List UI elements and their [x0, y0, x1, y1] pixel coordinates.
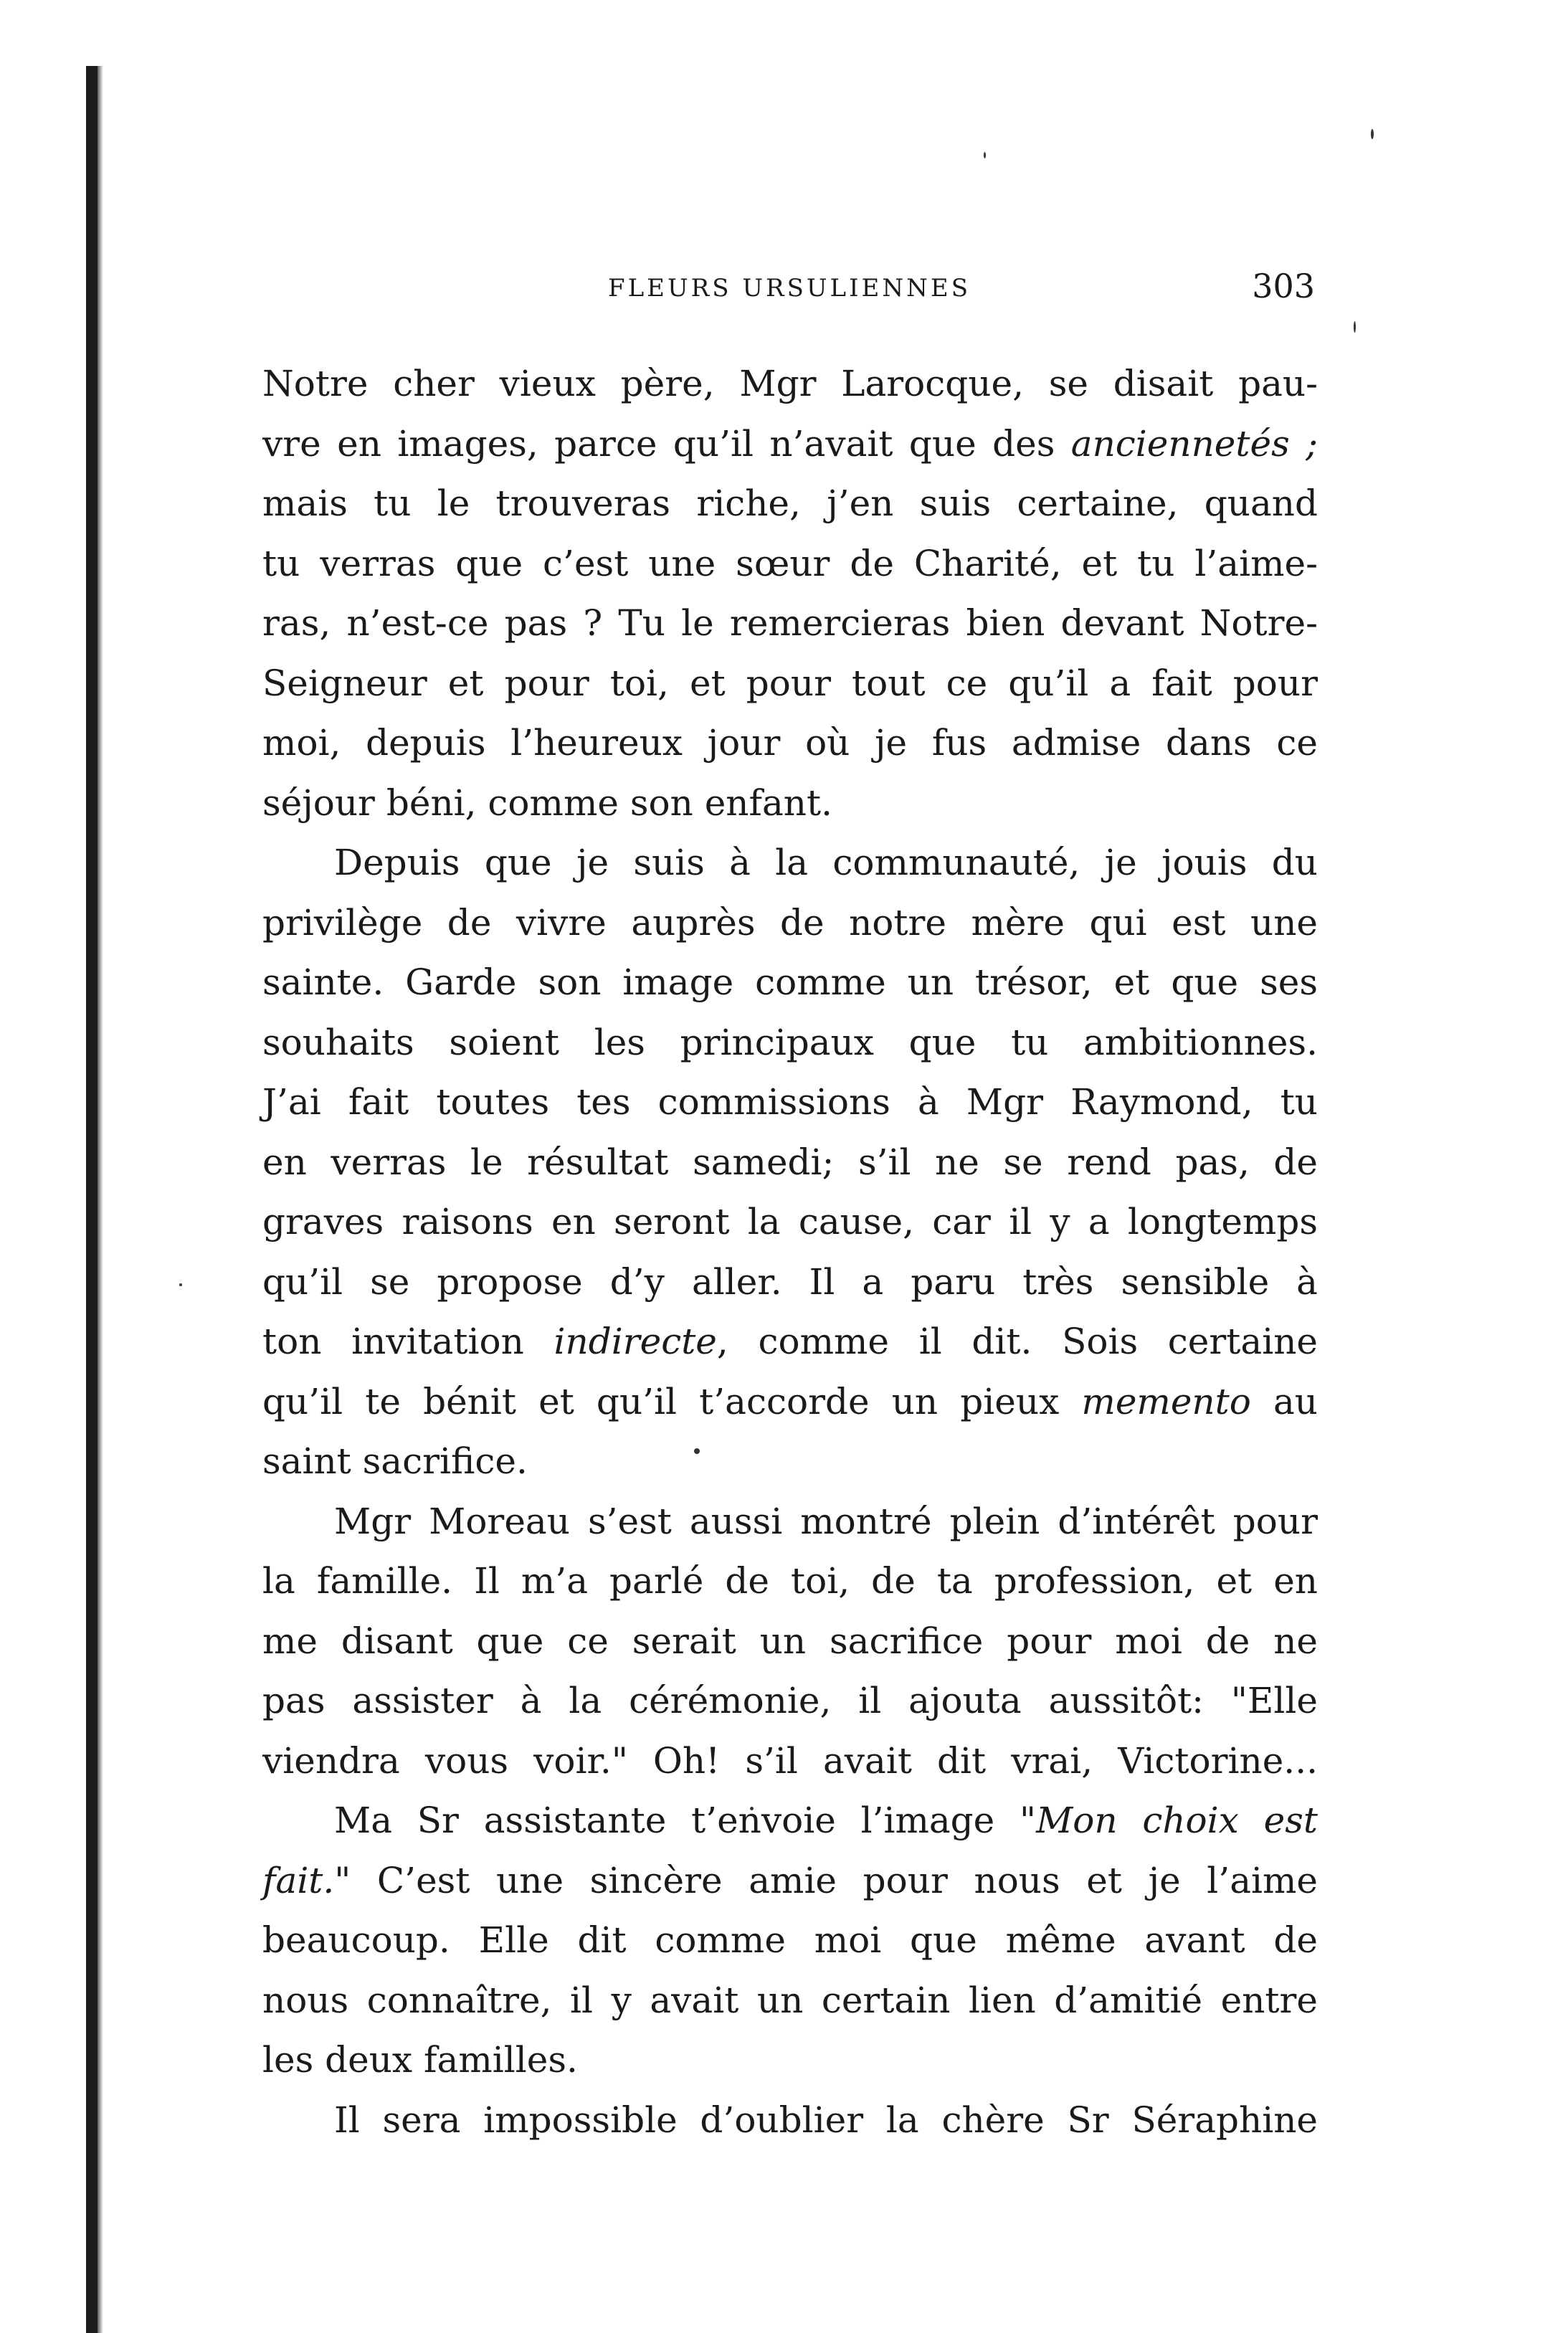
text-line — [262, 654, 1318, 714]
scan-speck — [1371, 129, 1374, 139]
text-segment: me disant que ce serait un sacrifice pour moi de ne — [262, 1620, 1318, 1662]
text-segment: Il sera impossible d’oublier la chère Sr Séraphine — [334, 2099, 1318, 2141]
text-line — [262, 1851, 1318, 1911]
text-segment: nous connaître, il y avait un certain lien d’amitié entre — [262, 1979, 1318, 2021]
text-line — [262, 1312, 1318, 1372]
text-line — [262, 354, 1318, 414]
text-line — [262, 1911, 1318, 1971]
scan-speck — [179, 1283, 182, 1286]
text-segment: tu verras que c’est une sœur de Charité, et tu l’aime- — [262, 542, 1318, 584]
scan-speck — [984, 152, 986, 158]
text-segment: " C’est une sincère amie pour nous et je l’aime — [334, 1859, 1318, 1901]
italic-text: indirecte — [553, 1321, 717, 1362]
italic-text: Mon choix est — [1036, 1800, 1318, 1841]
text-segment: sainte. Garde son image comme un trésor, et que ses — [262, 961, 1318, 1003]
text-line — [262, 594, 1318, 654]
text-line — [262, 1372, 1318, 1432]
page-number: 303 — [1252, 267, 1315, 305]
page-binding-edge — [86, 66, 98, 2333]
text-segment: ras, n’est-ce pas ? Tu le remercieras bien devant Notre- — [262, 602, 1318, 644]
text-segment: souhaits soient les principaux que tu ambitionnes. — [262, 1021, 1318, 1063]
text-segment: la famille. Il m’a parlé de toi, de ta profession, et en — [262, 1560, 1318, 1602]
text-segment: beaucoup. Elle dit comme moi que même avant de — [262, 1919, 1318, 1961]
running-title: FLEURS URSULIENNES — [608, 274, 971, 303]
text-segment: au — [1250, 1380, 1318, 1422]
text-line — [262, 1671, 1318, 1731]
text-line — [262, 1133, 1318, 1193]
text-segment: graves raisons en seront la cause, car il y a longtemps — [262, 1201, 1318, 1242]
text-segment: Ma Sr assistante t’envoie l’image " — [334, 1800, 1037, 1841]
text-segment: qu’il te bénit et qu’il t’accorde un pieux — [262, 1380, 1082, 1422]
text-segment: moi, depuis l’heureux jour où je fus admise dans ce — [262, 722, 1318, 764]
text-segment: Seigneur et pour toi, et pour tout ce qu’il a fait pour — [262, 662, 1318, 704]
text-line — [262, 414, 1318, 475]
text-line — [262, 1432, 1318, 1492]
text-line — [262, 1791, 1318, 1851]
text-line — [262, 534, 1318, 594]
text-segment: ton invitation — [262, 1321, 554, 1362]
text-segment: saint sacrifice. — [262, 1440, 528, 1482]
text-line — [262, 1612, 1318, 1672]
text-line — [262, 1013, 1318, 1073]
text-segment: , comme il dit. Sois certaine — [716, 1321, 1318, 1362]
italic-text: anciennetés ; — [1070, 422, 1318, 465]
text-segment: les deux familles. — [262, 2039, 578, 2081]
text-segment: Depuis que je suis à la communauté, je jouis du — [334, 842, 1318, 883]
text-segment: Notre cher vieux père, Mgr Larocque, se disait pau- — [262, 363, 1318, 404]
text-line — [262, 774, 1318, 834]
text-line — [262, 2030, 1318, 2091]
text-segment: en verras le résultat samedi; s’il ne se rend pas, de — [262, 1141, 1318, 1183]
text-segment: viendra vous voir." Oh! s’il avait dit vrai, Victorine... — [262, 1739, 1318, 1782]
body-text — [262, 354, 1318, 2150]
text-line — [262, 474, 1318, 534]
text-segment: vre en images, parce qu’il n’avait que des — [262, 422, 1071, 465]
text-segment: pas assister à la cérémonie, il ajouta aussitôt: "Elle — [262, 1680, 1318, 1721]
text-segment: privilège de vivre auprès de notre mère qui est une — [262, 901, 1318, 944]
page-binding-shadow — [98, 66, 103, 2333]
text-segment: qu’il se propose d’y aller. Il a paru très sensible à — [262, 1260, 1318, 1303]
text-line — [262, 893, 1318, 954]
text-line — [262, 1192, 1318, 1253]
text-segment: mais tu le trouveras riche, j’en suis certaine, quand — [262, 483, 1318, 524]
text-segment: J’ai fait toutes tes commissions à Mgr Raymond, tu — [262, 1081, 1318, 1123]
italic-text: fait. — [262, 1859, 335, 1901]
italic-text: memento — [1081, 1380, 1251, 1422]
scan-speck — [1354, 321, 1356, 333]
text-line — [262, 1552, 1318, 1612]
text-line — [262, 2091, 1318, 2151]
text-line — [262, 1492, 1318, 1552]
page-header — [262, 267, 1316, 317]
text-line — [262, 1971, 1318, 2031]
text-line — [262, 1253, 1318, 1313]
text-line — [262, 1073, 1318, 1133]
text-line — [262, 713, 1318, 774]
text-line — [262, 1731, 1318, 1792]
text-segment: séjour béni, comme son enfant. — [262, 781, 832, 824]
text-line — [262, 833, 1318, 893]
text-segment: Mgr Moreau s’est aussi montré plein d’intérêt pour — [334, 1500, 1318, 1542]
text-line — [262, 953, 1318, 1013]
